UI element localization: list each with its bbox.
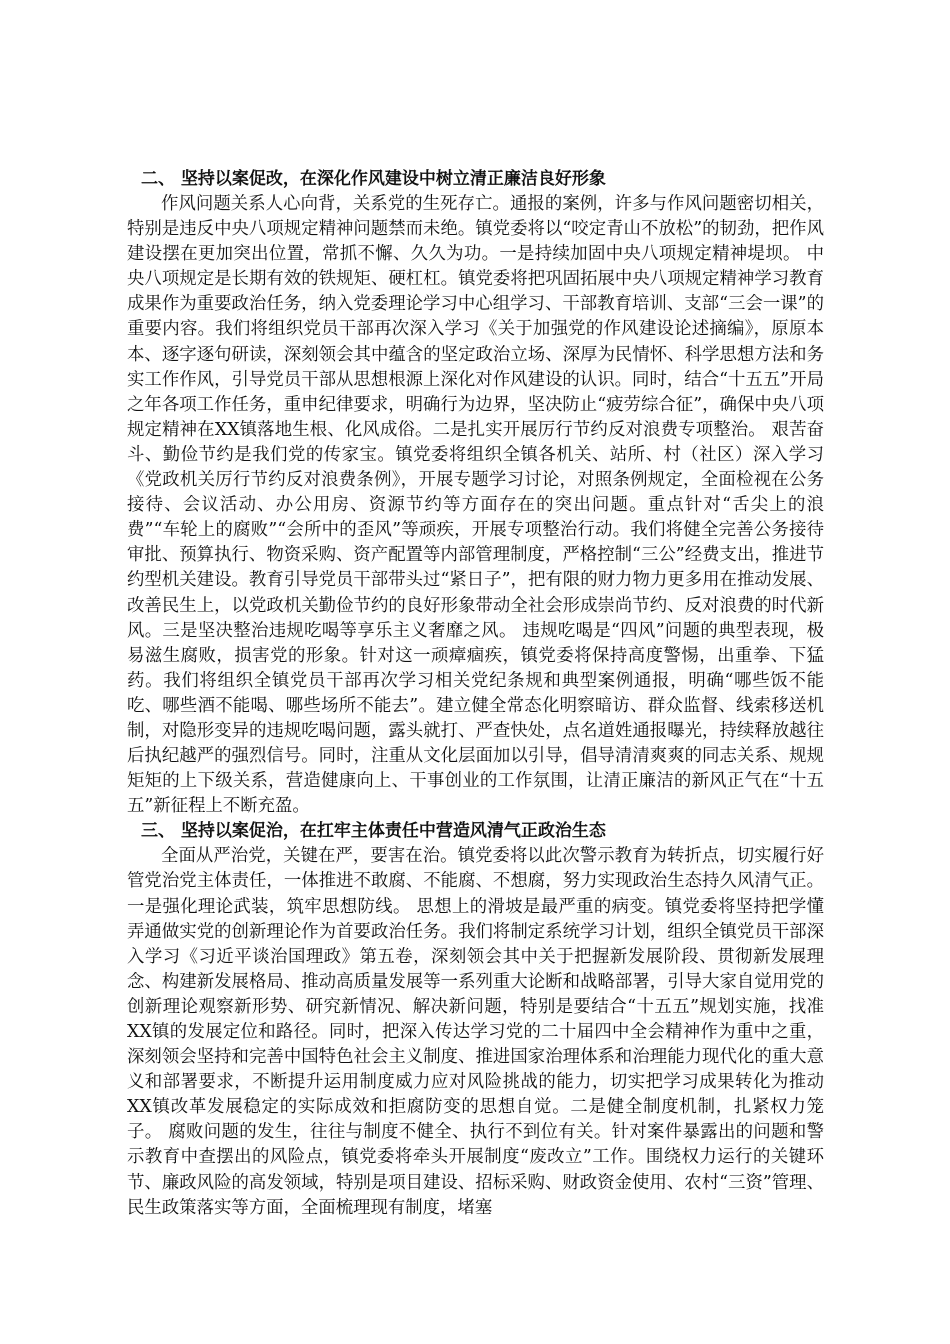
section-heading-three: 三、 坚持以案促治，在扛牢主体责任中营造风清气正政治生态 (141, 821, 606, 842)
section-three-paragraph: 全面从严治党，关键在严，要害在治。镇党委将以此次警示教育为转折点，切实履行好管党治党主体责任，一体推进不敢腐、不能腐、不想腐，努力实现政治生态持久风清气正。一是强化理论武装，筑牢思想防线。 思想上的滑坡是最严重的病变。镇党委将坚持把学懂弄通做实党的创新理论作为首要政治任务。我们将制定系统学习计划，组织全镇党员干部深入学习《习近平谈治国理政》第五卷，深刻领会其中关于把握新发展阶段、贯彻新发展理念、构建新发展格局、推动高质量发展等一系列重大论断和战略部署，引导大家自觉用党的创新理论观察新形势、研究新情况、解决新问题，特别是要结合“十五五”规划实施，找准XX镇的发展定位和路径。同时，把深入传达学习党的二十届四中全会精神作为重中之重，深刻领会坚持和完善中国特色社会主义制度、推进国家治理体系和治理能力现代化的重大意义和部署要求，不断提升运用制度威力应对风险挑战的能力，切实把学习成果转化为推动XX镇改革发展稳定的实际成效和拒腐防变的思想自觉。二是健全制度机制，扎紧权力笼子。 腐败问题的发生，往往与制度不健全、执行不到位有关。针对案件暴露出的问题和警示教育中查摆出的风险点，镇党委将牵头开展制度“废改立”工作。围绕权力运行的关键环节、廉政风险的高发领域，特别是项目建设、招标采购、财政资金使用、农村“三资”管理、民生政策落实等方面，全面梳理现有制度，堵塞 (127, 846, 824, 1218)
section-heading-two: 二、 坚持以案促改，在深化作风建设中树立清正廉洁良好形象 (141, 169, 606, 189)
document-body (127, 167, 824, 1221)
section-two-paragraph: 作风问题关系人心向背，关系党的生死存亡。通报的案例，许多与作风问题密切相关，特别是违反中央八项规定精神问题禁而未绝。镇党委将以“咬定青山不放松”的韧劲，把作风建设摆在更加突出位置，常抓不懈、久久为功。一是持续加固中央八项规定精神堤坝。 中央八项规定是长期有效的铁规矩、硬杠杠。镇党委将把巩固拓展中央八项规定精神学习教育成果作为重要政治任务，纳入党委理论学习中心组学习、干部教育培训、支部“三会一课”的重要内容。我们将组织党员干部再次深入学习《关于加强党的作风建设论述摘编》，原原本本、逐字逐句研读，深刻领会其中蕴含的坚定政治立场、深厚为民情怀、科学思想方法和务实工作作风，引导党员干部从思想根源上深化对作风建设的认识。同时，结合“十五五”开局之年各项工作任务，重申纪律要求，明确行为边界，坚决防止“疲劳综合征”，确保中央八项规定精神在XX镇落地生根、化风成俗。二是扎实开展厉行节约反对浪费专项整治。 艰苦奋斗、勤俭节约是我们党的传家宝。镇党委将组织全镇各机关、站所、村（社区）深入学习《党政机关厉行节约反对浪费条例》，开展专题学习讨论，对照条例规定，全面检视在公务接待、会议活动、办公用房、资源节约等方面存在的突出问题。重点针对“舌尖上的浪费”“车轮上的腐败”“会所中的歪风”等顽疾，开展专项整治行动。我们将健全完善公务接待审批、预算执行、物资采购、资产配置等内部管理制度，严格控制“三公”经费支出，推进节约型机关建设。教育引导党员干部带头过“紧日子”，把有限的财力物力更多用在推动发展、改善民生上，以党政机关勤俭节约的良好形象带动全社会形成崇尚节约、反对浪费的时代新风。三是坚决整治违规吃喝等享乐主义奢靡之风。 违规吃喝是“四风”问题的典型表现，极易滋生腐败，损害党的形象。针对这一顽瘴痼疾，镇党委将保持高度警惕，出重拳、下猛药。我们将组织全镇党员干部再次学习相关党纪条规和典型案例通报，明确“哪些饭不能吃、哪些酒不能喝、哪些场所不能去”。建立健全常态化明察暗访、群众监督、线索移送机制，对隐形变异的违规吃喝问题，露头就打、严查快处，点名道姓通报曝光，持续释放越往后执纪越严的强烈信号。同时，注重从文化层面加以引导，倡导清清爽爽的同志关系、规规矩矩的上下级关系，营造健康向上、干事创业的工作氛围，让清正廉洁的新风正气在“十五五”新征程上不断充盈。 (127, 194, 824, 817)
